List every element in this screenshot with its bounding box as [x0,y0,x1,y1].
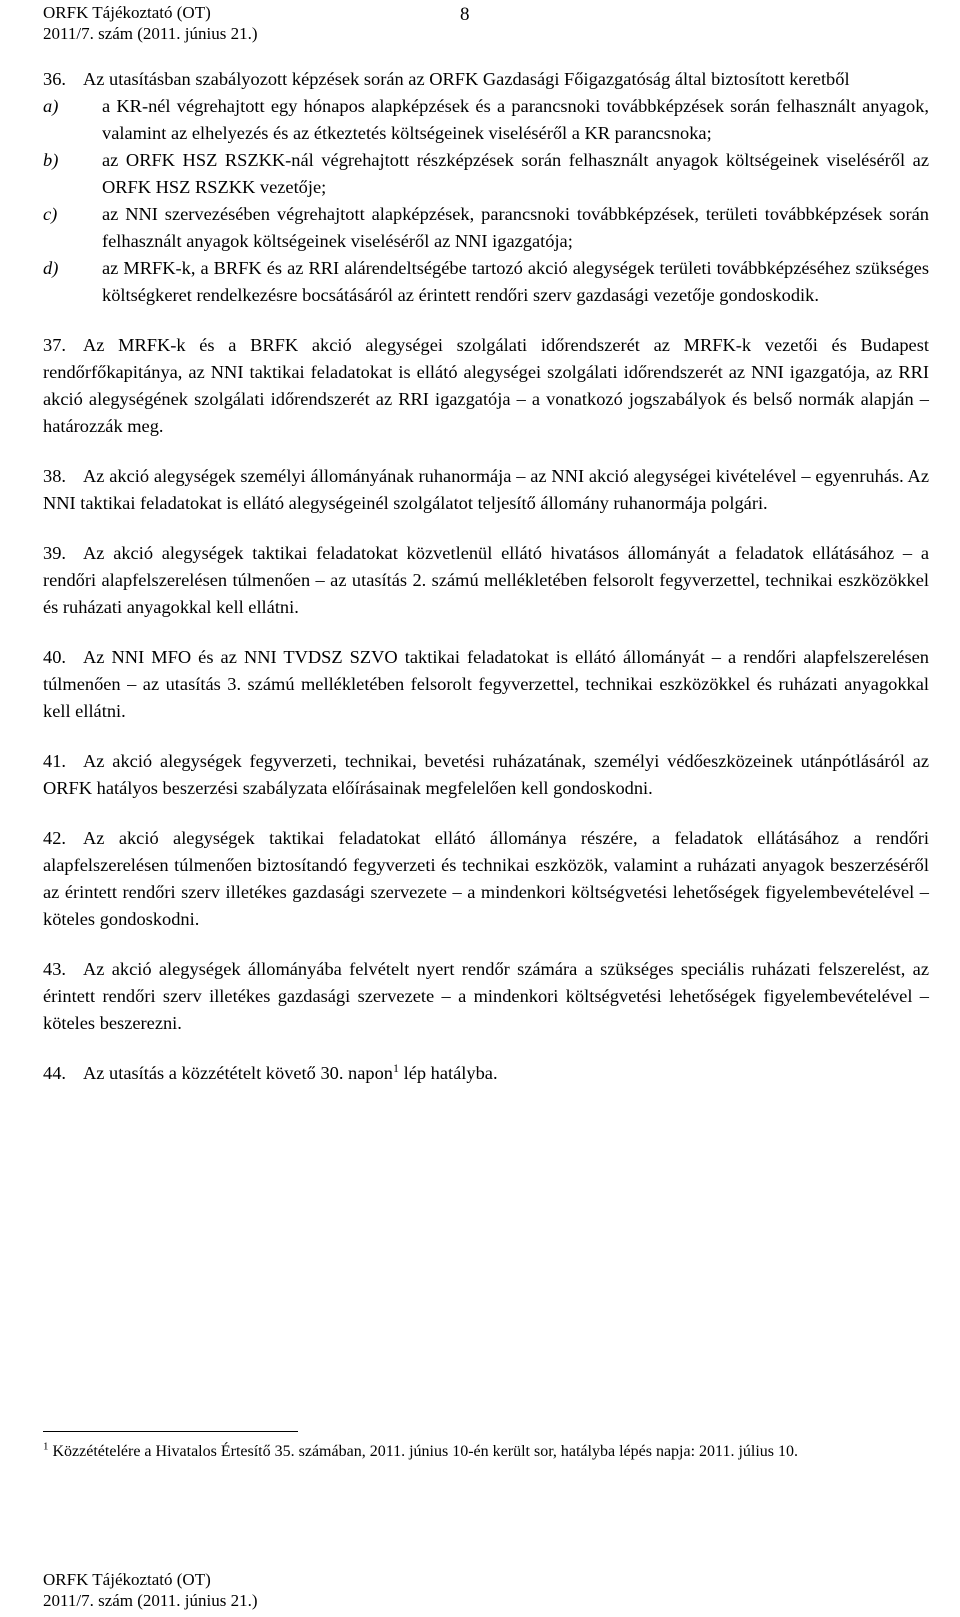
item-text: az NNI szervezésében végrehajtott alapképzések, parancsnoki továbbképzések, területi továbbképzések során felhasznált anyagok költségeinek viseléséről az NNI igazgatója; [102,204,929,251]
paragraph-text: Az MRFK-k és a BRFK akció alegységei szolgálati időrendszerét az MRFK-k vezetői és Budapest rendőrfőkapitánya, az NNI taktikai feladatokat is ellátó alegységei szolgálati időrendszerét az NNI igazgatója, az RRI akció alegységének szolgálati időrendszerét az RRI igazgatója – a vonatkozó jogszabályok és belső normák alapján – határozzák meg. [43,335,929,436]
paragraph-text: Az utasítás a közzétételt követő 30. napon [83,1063,393,1083]
paragraph-42 [43,825,929,933]
paragraph-intro: Az utasításban szabályozott képzések során az ORFK Gazdasági Főigazgatóság által biztosított keretből [83,69,850,89]
item-text: az MRFK-k, a BRFK és az RRI alárendeltségébe tartozó akció alegységek területi továbbképzéséhez szükséges költségkeret rendelkezésre bocsátásáról az érintett rendőri szerv gazdasági vezetője gondoskodik. [102,258,929,305]
list-item-d [43,255,929,309]
item-text: a KR-nél végrehajtott egy hónapos alapképzések és a parancsnoki továbbképzések során felhasznált anyagok, valamint az elhelyezés és az étkeztetés költségeinek viseléséről a KR parancsnoka; [102,96,929,143]
paragraph-text: Az NNI MFO és az NNI TVDSZ SZVO taktikai feladatokat is ellátó állományát – a rendőri alapfelszerelésen túlmenően – az utasítás 3. számú mellékletében felsorolt fegyverzettel, technikai eszközökkel és ruházati anyagokkal kell ellátni. [43,647,929,721]
item-text: az ORFK HSZ RSZKK-nál végrehajtott részképzések során felhasznált anyagok költségeinek viseléséről az ORFK HSZ RSZKK vezetője; [102,150,929,197]
paragraph-number: 39. [43,543,66,563]
paragraph-38 [43,463,929,517]
paragraph-text: Az akció alegységek állományába felvételt nyert rendőr számára a szükséges speciális ruházati felszerelést, az érintett rendőri szerv illetékes gazdasági szervezete – a mindenkori költségvetési lehetőségek figyelembevételével – köteles beszerezni. [43,959,929,1033]
paragraph-40 [43,644,929,725]
paragraph-number: 43. [43,959,66,979]
item-list [43,93,929,309]
paragraph-36 [43,66,929,309]
paragraph-number: 38. [43,466,66,486]
paragraph-number: 36. [43,69,66,89]
paragraph-text: Az akció alegységek taktikai feladatokat közvetlenül ellátó hivatásos állományát a feladatok ellátásához – a rendőri alapfelszerelésen túlmenően – az utasítás 2. számú mellékletében felsorolt fegyverzettel, technikai eszközökkel és ruházati anyagokkal kell ellátni. [43,543,929,617]
footer-issue: 2011/7. szám (2011. június 21.) [43,1591,258,1610]
paragraph-number: 41. [43,751,66,771]
item-letter: c) [43,204,58,224]
item-letter: b) [43,150,59,170]
footnote-reference[interactable]: 1 [392,1060,399,1075]
list-item-b [43,147,929,201]
paragraph-number: 42. [43,828,66,848]
paragraph-41 [43,748,929,802]
paragraph-text: Az akció alegységek taktikai feladatokat ellátó állománya részére, a feladatok ellátásához a rendőri alapfelszerelésen túlmenően biztosítandó fegyverzeti és technikai eszközök, valamint a ruházati anyagok beszerzéséről az érintett rendőri szerv illetékes gazdasági szervezete – a mindenkori költségvetési lehetőségek figyelembevételével – köteles gondoskodni. [43,828,929,929]
paragraph-37 [43,332,929,440]
paragraph-text-end: lép hatályba. [398,1063,498,1083]
page-footer [43,1569,258,1611]
header-title: ORFK Tájékoztató (OT) [43,3,211,22]
list-item-a [43,93,929,147]
paragraph-text: Az akció alegységek személyi állományának ruhanormája – az NNI akció alegységei kivételével – egyenruhás. Az NNI taktikai feladatokat is ellátó alegységeinél szolgálatot teljesítő állomány ruhanormája polgári. [43,466,929,513]
footnote-divider [43,1431,298,1432]
list-item-c [43,201,929,255]
page-header [43,2,258,44]
page-number: 8 [460,4,470,25]
paragraph-text: Az akció alegységek fegyverzeti, technikai, bevetési ruházatának, személyi védőeszközeinek utánpótlásáról az ORFK hatályos beszerzési szabályzata előírásainak megfelelően kell gondoskodni. [43,751,929,798]
document-body [43,66,929,1110]
footnote [43,1441,903,1463]
paragraph-number: 37. [43,335,66,355]
footer-title: ORFK Tájékoztató (OT) [43,1570,211,1589]
paragraph-number: 44. [43,1063,66,1083]
footnote-mark: 1 [43,1440,49,1453]
item-letter: a) [43,96,59,116]
footnote-text: Közzétételére a Hivatalos Értesítő 35. számában, 2011. június 10-én került sor, hatályba lépés napja: 2011. július 10. [48,1443,799,1460]
paragraph-number: 40. [43,647,66,667]
paragraph-39 [43,540,929,621]
paragraph-43 [43,956,929,1037]
header-issue: 2011/7. szám (2011. június 21.) [43,24,258,43]
item-letter: d) [43,258,59,278]
paragraph-44 [43,1060,929,1087]
